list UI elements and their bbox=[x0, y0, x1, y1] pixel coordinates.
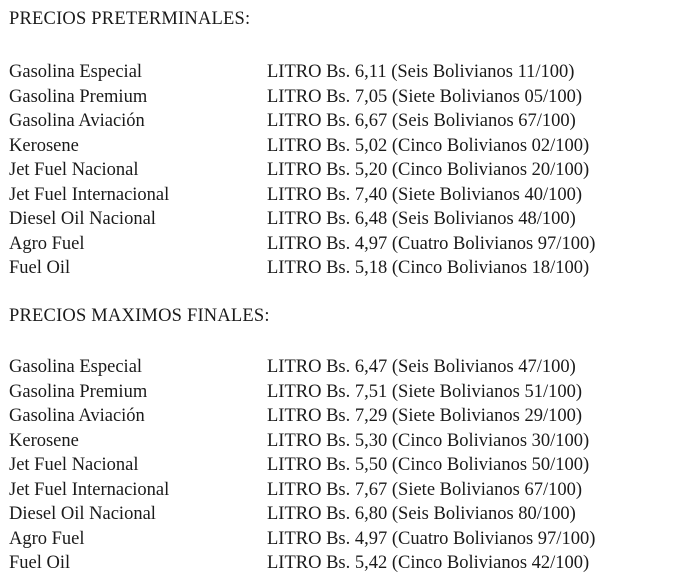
price-text: LITRO Bs. 5,02 (Cinco Bolivianos 02/100) bbox=[267, 135, 590, 156]
fuel-name: Jet Fuel Internacional bbox=[9, 479, 170, 500]
price-text: LITRO Bs. 5,18 (Cinco Bolivianos 18/100) bbox=[267, 258, 590, 278]
price-row bbox=[9, 355, 669, 380]
max-final-prices-title: PRECIOS MAXIMOS FINALES: bbox=[9, 306, 270, 326]
price-text: LITRO Bs. 5,30 (Cinco Bolivianos 30/100) bbox=[267, 430, 590, 451]
price-text: LITRO Bs. 5,50 (Cinco Bolivianos 50/100) bbox=[267, 455, 590, 475]
price-row bbox=[9, 380, 669, 405]
price-row bbox=[9, 85, 669, 110]
price-text: LITRO Bs. 7,29 (Siete Bolivianos 29/100) bbox=[267, 406, 582, 426]
price-text: LITRO Bs. 7,67 (Siete Bolivianos 67/100) bbox=[267, 479, 582, 500]
price-row bbox=[9, 453, 669, 478]
price-row bbox=[9, 256, 669, 281]
price-text: LITRO Bs. 6,80 (Seis Bolivianos 80/100) bbox=[267, 504, 576, 524]
price-row bbox=[9, 502, 669, 527]
fuel-name: Diesel Oil Nacional bbox=[9, 504, 156, 524]
fuel-name: Agro Fuel bbox=[9, 233, 85, 254]
price-text: LITRO Bs. 4,97 (Cuatro Bolivianos 97/100) bbox=[267, 233, 596, 254]
fuel-name: Jet Fuel Internacional bbox=[9, 184, 170, 205]
fuel-name: Fuel Oil bbox=[9, 258, 71, 278]
fuel-name: Agro Fuel bbox=[9, 528, 85, 549]
fuel-name: Kerosene bbox=[9, 430, 79, 451]
price-text: LITRO Bs. 7,51 (Siete Bolivianos 51/100) bbox=[267, 381, 582, 402]
fuel-name: Jet Fuel Nacional bbox=[9, 455, 139, 475]
price-text: LITRO Bs. 7,40 (Siete Bolivianos 40/100) bbox=[267, 184, 582, 205]
price-text: LITRO Bs. 6,67 (Seis Bolivianos 67/100) bbox=[267, 111, 576, 131]
max-final-price-list bbox=[9, 355, 669, 576]
fuel-name: Gasolina Especial bbox=[9, 357, 143, 377]
price-row bbox=[9, 183, 669, 208]
fuel-name: Fuel Oil bbox=[9, 553, 71, 573]
fuel-name: Kerosene bbox=[9, 135, 79, 156]
price-row bbox=[9, 404, 669, 429]
price-row bbox=[9, 109, 669, 134]
price-text: LITRO Bs. 6,48 (Seis Bolivianos 48/100) bbox=[267, 209, 576, 229]
price-row bbox=[9, 207, 669, 232]
price-row bbox=[9, 60, 669, 85]
fuel-name: Gasolina Aviación bbox=[9, 111, 145, 131]
price-row bbox=[9, 478, 669, 503]
fuel-name: Gasolina Especial bbox=[9, 62, 143, 82]
price-row bbox=[9, 527, 669, 552]
price-text: LITRO Bs. 4,97 (Cuatro Bolivianos 97/100) bbox=[267, 528, 596, 549]
price-text: LITRO Bs. 5,20 (Cinco Bolivianos 20/100) bbox=[267, 160, 590, 180]
price-text: LITRO Bs. 7,05 (Siete Bolivianos 05/100) bbox=[267, 86, 582, 107]
price-row bbox=[9, 158, 669, 183]
price-text: LITRO Bs. 6,11 (Seis Bolivianos 11/100) bbox=[267, 62, 575, 82]
fuel-name: Gasolina Premium bbox=[9, 86, 148, 107]
preterminal-price-list bbox=[9, 60, 669, 281]
fuel-name: Gasolina Aviación bbox=[9, 406, 145, 426]
price-row bbox=[9, 429, 669, 454]
fuel-name: Jet Fuel Nacional bbox=[9, 160, 139, 180]
preterminal-prices-title: PRECIOS PRETERMINALES: bbox=[9, 9, 251, 29]
price-text: LITRO Bs. 5,42 (Cinco Bolivianos 42/100) bbox=[267, 553, 590, 573]
price-text: LITRO Bs. 6,47 (Seis Bolivianos 47/100) bbox=[267, 357, 576, 377]
price-row bbox=[9, 232, 669, 257]
price-row bbox=[9, 134, 669, 159]
price-row bbox=[9, 551, 669, 576]
fuel-name: Gasolina Premium bbox=[9, 381, 148, 402]
fuel-name: Diesel Oil Nacional bbox=[9, 209, 156, 229]
